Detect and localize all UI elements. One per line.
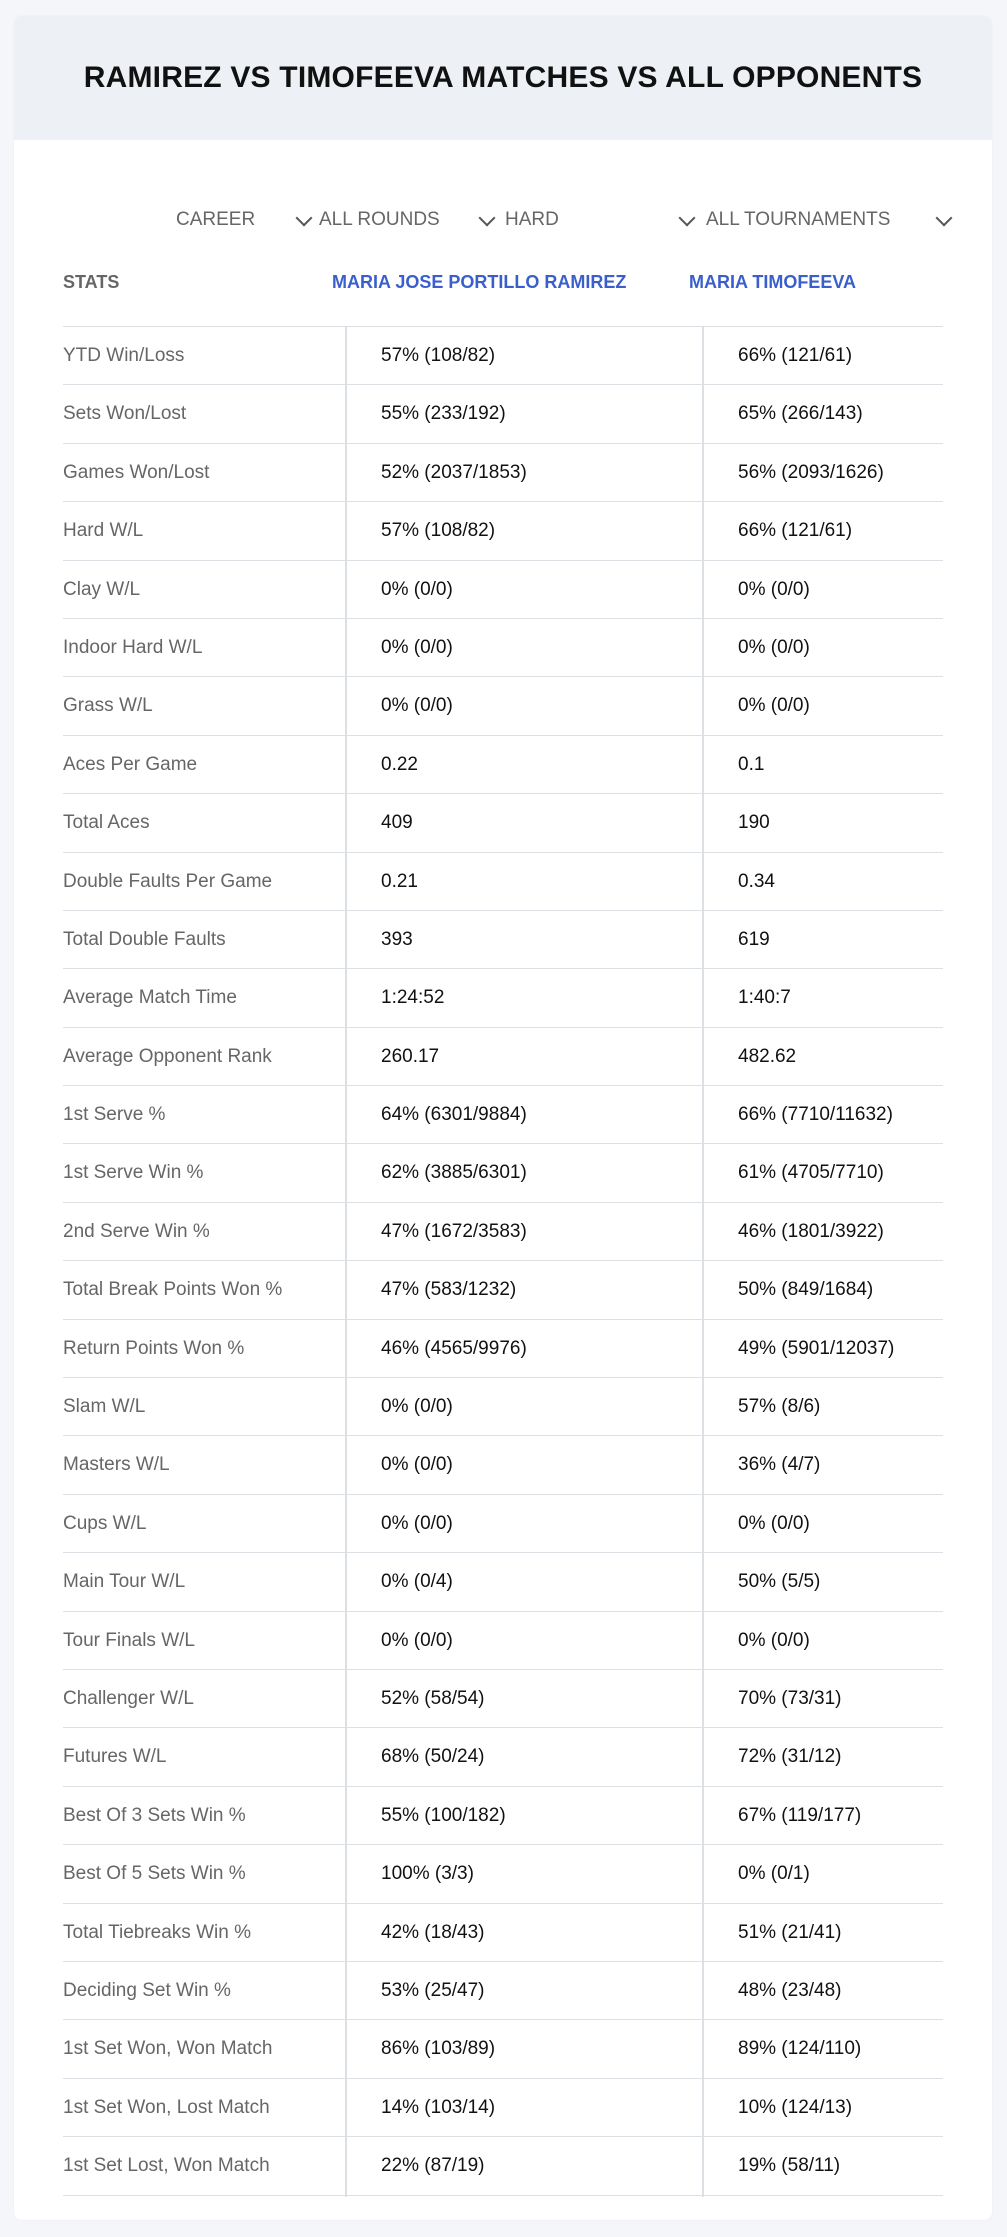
- stat-label: 1st Serve %: [63, 1104, 166, 1126]
- player-2-value: 66% (121/61): [738, 520, 853, 542]
- table-row: [63, 444, 943, 502]
- player-1-value: 0% (0/0): [381, 578, 453, 600]
- stat-label: Sets Won/Lost: [63, 403, 187, 425]
- player-2-value: 46% (1801/3922): [738, 1220, 884, 1242]
- player-2-value: 36% (4/7): [738, 1454, 821, 1476]
- table-row: [63, 502, 943, 560]
- stat-label: Slam W/L: [63, 1396, 146, 1418]
- stat-label: Masters W/L: [63, 1454, 170, 1476]
- stat-label: YTD Win/Loss: [63, 345, 185, 366]
- table-row: [63, 911, 943, 969]
- column-header-player-2[interactable]: MARIA TIMOFEEVA: [689, 272, 856, 292]
- table-row: [63, 853, 943, 911]
- player-1-value: 1:24:52: [381, 987, 445, 1009]
- player-1-value: 0% (0/0): [381, 1454, 453, 1476]
- career-filter-select[interactable]: [176, 192, 316, 248]
- table-row: [63, 2079, 943, 2137]
- table-row: [63, 1320, 943, 1378]
- stat-label: Indoor Hard W/L: [63, 636, 203, 658]
- page-title: RAMIREZ VS TIMOFEEVA MATCHES VS ALL OPPONENTS: [83, 61, 923, 94]
- player-2-value: 48% (23/48): [738, 1979, 842, 2001]
- table-row: [63, 1904, 943, 1962]
- player-2-value: 190: [738, 812, 770, 834]
- player-2-value: 65% (266/143): [738, 403, 863, 425]
- player-2-value: 1:40:7: [738, 987, 791, 1009]
- player-1-value: 14% (103/14): [381, 2096, 496, 2118]
- table-row: [63, 1612, 943, 1670]
- table-row: [63, 619, 943, 677]
- round-filter-select[interactable]: [319, 192, 499, 248]
- player-1-value: 100% (3/3): [381, 1863, 474, 1885]
- table-row: [63, 677, 943, 735]
- stat-label: Total Double Faults: [63, 928, 226, 950]
- stat-label: Total Break Points Won %: [63, 1279, 283, 1301]
- stats-card: [14, 16, 992, 2220]
- player-2-value: 50% (5/5): [738, 1571, 821, 1593]
- round-filter-value: ALL ROUNDS: [319, 209, 440, 230]
- player-2-value: 0% (0/1): [738, 1863, 810, 1885]
- table-row: [63, 1845, 943, 1903]
- player-2-value: 0.34: [738, 870, 775, 892]
- table-row: [63, 1378, 943, 1436]
- player-2-value: 66% (7710/11632): [738, 1104, 893, 1126]
- stat-label: Deciding Set Win %: [63, 1979, 231, 2001]
- player-1-value: 42% (18/43): [381, 1921, 485, 1943]
- table-header: [63, 248, 943, 327]
- column-header-stats: STATS: [63, 272, 120, 292]
- player-1-value: 57% (108/82): [381, 345, 496, 366]
- player-2-value: 10% (124/13): [738, 2096, 853, 2118]
- table-row: [63, 327, 943, 385]
- player-2-value: 72% (31/12): [738, 1746, 842, 1768]
- table-body: [63, 327, 943, 2196]
- player-1-value: 409: [381, 812, 413, 834]
- chevron-down-icon: [936, 210, 953, 227]
- player-2-value: 0% (0/0): [738, 578, 810, 600]
- surface-filter-select[interactable]: [505, 192, 695, 248]
- table-row: [63, 1086, 943, 1144]
- player-1-value: 0% (0/0): [381, 1512, 453, 1534]
- player-1-value: 62% (3885/6301): [381, 1162, 527, 1184]
- stat-label: Best Of 5 Sets Win %: [63, 1863, 246, 1885]
- stat-label: Average Opponent Rank: [63, 1045, 272, 1067]
- table-row: [63, 1670, 943, 1728]
- table-row: [63, 2020, 943, 2078]
- stat-label: Futures W/L: [63, 1746, 167, 1768]
- table-row: [63, 1787, 943, 1845]
- stat-label: Best Of 3 Sets Win %: [63, 1804, 246, 1826]
- stat-label: Aces Per Game: [63, 753, 198, 775]
- filter-bar: [14, 192, 992, 248]
- stat-label: Grass W/L: [63, 695, 153, 717]
- table-row: [63, 969, 943, 1027]
- table-row: [63, 1261, 943, 1319]
- stat-label: Double Faults Per Game: [63, 870, 273, 892]
- stat-label: 1st Set Won, Won Match: [63, 2038, 273, 2060]
- stat-label: Clay W/L: [63, 578, 141, 600]
- table-row: [63, 2137, 943, 2195]
- player-2-value: 0% (0/0): [738, 1629, 810, 1651]
- table-row: [63, 561, 943, 619]
- player-1-value: 0.21: [381, 870, 418, 892]
- player-1-value: 55% (100/182): [381, 1804, 506, 1826]
- player-1-value: 55% (233/192): [381, 403, 506, 425]
- table-row: [63, 1028, 943, 1086]
- player-1-value: 393: [381, 928, 413, 950]
- player-1-value: 22% (87/19): [381, 2155, 485, 2177]
- chevron-down-icon: [479, 210, 496, 227]
- table-row: [63, 1728, 943, 1786]
- player-2-value: 66% (121/61): [738, 345, 853, 366]
- table-row: [63, 736, 943, 794]
- player-1-value: 0% (0/0): [381, 1396, 453, 1418]
- player-1-value: 260.17: [381, 1045, 440, 1067]
- player-1-value: 57% (108/82): [381, 520, 496, 542]
- player-1-value: 64% (6301/9884): [381, 1104, 527, 1126]
- player-2-value: 57% (8/6): [738, 1396, 821, 1418]
- stat-label: 1st Serve Win %: [63, 1162, 204, 1184]
- chevron-down-icon: [296, 210, 313, 227]
- player-1-value: 0% (0/0): [381, 695, 453, 717]
- player-1-value: 53% (25/47): [381, 1979, 485, 2001]
- player-2-value: 0% (0/0): [738, 1512, 810, 1534]
- stat-label: Return Points Won %: [63, 1337, 245, 1359]
- stat-label: Main Tour W/L: [63, 1571, 186, 1593]
- table-row: [63, 1203, 943, 1261]
- stat-label: 1st Set Lost, Won Match: [63, 2155, 270, 2177]
- stat-label: Total Tiebreaks Win %: [63, 1921, 251, 1943]
- table-row: [63, 1495, 943, 1553]
- player-2-value: 619: [738, 928, 770, 950]
- player-1-value: 52% (58/54): [381, 1687, 485, 1709]
- stat-label: Hard W/L: [63, 520, 144, 542]
- header: [14, 16, 992, 140]
- surface-filter-value: HARD: [505, 209, 559, 230]
- player-1-value: 46% (4565/9976): [381, 1337, 527, 1359]
- player-2-value: 0.1: [738, 753, 765, 775]
- player-2-value: 89% (124/110): [738, 2038, 862, 2060]
- player-2-value: 51% (21/41): [738, 1921, 842, 1943]
- stat-label: Tour Finals W/L: [63, 1629, 195, 1651]
- player-2-value: 0% (0/0): [738, 636, 810, 658]
- player-1-value: 0% (0/0): [381, 1629, 453, 1651]
- stat-label: Games Won/Lost: [63, 461, 210, 483]
- stat-label: Total Aces: [63, 812, 150, 834]
- chevron-down-icon: [679, 210, 696, 227]
- player-1-value: 52% (2037/1853): [381, 461, 527, 483]
- tournament-filter-select[interactable]: [706, 192, 956, 248]
- player-2-value: 50% (849/1684): [738, 1279, 874, 1301]
- player-1-value: 86% (103/89): [381, 2038, 496, 2060]
- stat-label: Average Match Time: [63, 987, 237, 1009]
- table-row: [63, 1553, 943, 1611]
- table-row: [63, 794, 943, 852]
- stat-label: 1st Set Won, Lost Match: [63, 2096, 270, 2118]
- player-2-value: 482.62: [738, 1045, 797, 1067]
- player-2-value: 67% (119/177): [738, 1804, 862, 1826]
- player-1-value: 68% (50/24): [381, 1746, 485, 1768]
- tournament-filter-value: ALL TOURNAMENTS: [706, 209, 891, 230]
- player-1-value: 47% (583/1232): [381, 1279, 517, 1301]
- table-row: [63, 1436, 943, 1494]
- player-2-value: 70% (73/31): [738, 1687, 842, 1709]
- stat-label: 2nd Serve Win %: [63, 1220, 210, 1242]
- stat-label: Cups W/L: [63, 1512, 147, 1534]
- stat-label: Challenger W/L: [63, 1687, 194, 1709]
- table-row: [63, 385, 943, 443]
- player-2-value: 19% (58/11): [738, 2155, 841, 2177]
- stats-table: [63, 248, 943, 2196]
- career-filter-value: CAREER: [176, 209, 256, 230]
- table-row: [63, 1144, 943, 1202]
- player-1-value: 0% (0/0): [381, 636, 453, 658]
- player-2-value: 49% (5901/12037): [738, 1337, 895, 1359]
- player-2-value: 0% (0/0): [738, 695, 810, 717]
- player-2-value: 61% (4705/7710): [738, 1162, 884, 1184]
- player-1-value: 0.22: [381, 753, 418, 775]
- table-row: [63, 1962, 943, 2020]
- player-2-value: 56% (2093/1626): [738, 461, 884, 483]
- column-header-player-1[interactable]: MARIA JOSE PORTILLO RAMIREZ: [332, 272, 627, 292]
- player-1-value: 0% (0/4): [381, 1571, 453, 1593]
- player-1-value: 47% (1672/3583): [381, 1220, 527, 1242]
